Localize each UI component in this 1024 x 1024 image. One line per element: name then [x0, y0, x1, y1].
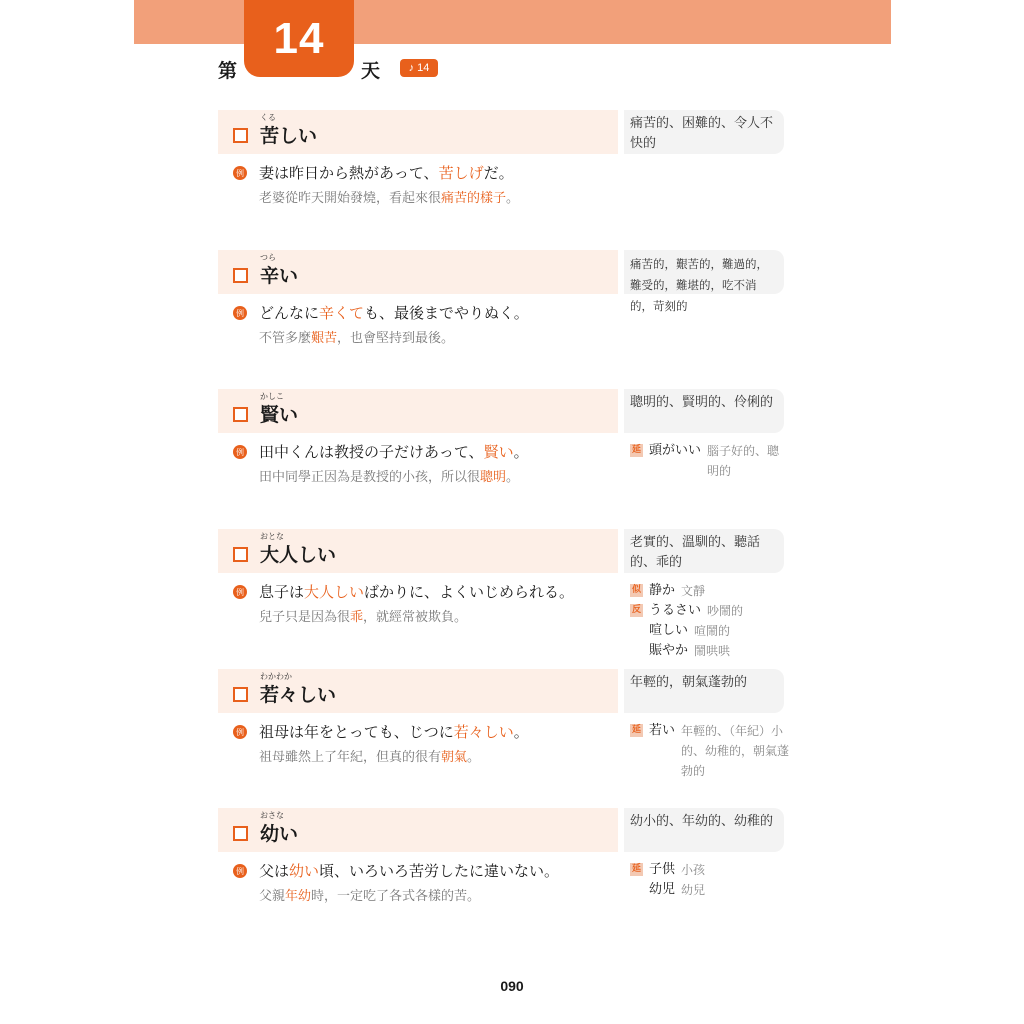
related-tag: 反: [631, 605, 641, 615]
example-japanese: 田中くんは教授の子だけあって、賢い。: [259, 443, 529, 461]
related-item: [630, 581, 790, 601]
example-translation: 祖母雖然上了年紀，但真的很有朝氣。: [259, 750, 481, 765]
furigana: かしこ: [260, 392, 284, 401]
related-words: [630, 581, 790, 661]
headword: 苦しい: [260, 125, 318, 147]
related-word: 幼児: [649, 882, 676, 897]
furigana: つら: [260, 253, 276, 262]
related-tag: 延: [631, 445, 641, 455]
related-gloss: 幼兒: [681, 883, 706, 897]
related-words: [630, 441, 790, 481]
entry-head: [218, 250, 618, 294]
example-translation: 父親年幼時，一定吃了各式各樣的苦。: [259, 889, 481, 904]
page-number: 090: [500, 978, 524, 994]
related-item: [630, 641, 790, 661]
entry-head: [218, 529, 618, 573]
headword: 幼い: [260, 823, 299, 845]
checkbox[interactable]: [233, 128, 248, 143]
meaning: 聰明的、賢明的、伶俐的: [624, 389, 784, 433]
related-word: うるさい: [649, 603, 702, 618]
example-translation: 不管多麼艱苦，也會堅持到最後。: [259, 331, 455, 346]
related-item: [630, 721, 790, 781]
audio-track-badge[interactable]: ♪ 14: [400, 59, 438, 77]
headword: 賢い: [260, 404, 299, 426]
related-gloss: 文靜: [681, 584, 706, 598]
meaning: 幼小的、年幼的、幼稚的: [624, 808, 784, 852]
example-translation: 老婆從昨天開始發燒，看起來很痛苦的樣子。: [259, 191, 520, 206]
example-japanese: 父は幼い頃、いろいろ苦労したに違いない。: [259, 862, 560, 880]
entry-head: [218, 389, 618, 433]
day-prefix: 第: [218, 60, 238, 82]
related-gloss: 喧鬧的: [694, 624, 731, 638]
example-japanese: 息子は大人しいばかりに、よくいじめられる。: [259, 583, 575, 601]
related-word: 静か: [649, 583, 676, 598]
example-marker-icon: 例: [233, 725, 247, 739]
example-marker-icon: 例: [233, 445, 247, 459]
furigana: くる: [260, 113, 276, 122]
example-translation: 兒子只是因為很乖，就經常被欺負。: [259, 610, 468, 625]
related-gloss: 小孩: [681, 863, 706, 877]
example-marker-icon: 例: [233, 585, 247, 599]
related-tag: [630, 883, 643, 896]
meaning: 痛苦的、困難的、令人不快的: [624, 110, 784, 154]
related-tag: 延: [631, 864, 641, 874]
headword: 大人しい: [260, 544, 337, 566]
related-item: [630, 880, 790, 900]
example-japanese: どんなに辛くても、最後までやりぬく。: [259, 304, 529, 322]
related-word: 賑やか: [649, 643, 689, 658]
example-translation: 田中同學正因為是教授的小孩，所以很聰明。: [259, 470, 520, 485]
related-word: 若い: [649, 723, 676, 738]
related-gloss: 年輕的、（年紀）小的、幼稚的，朝氣蓬勃的: [681, 724, 790, 778]
related-item: [630, 860, 790, 880]
example-japanese: 祖母は年をとっても、じつに若々しい。: [259, 723, 529, 741]
example-marker-icon: 例: [233, 864, 247, 878]
example-japanese: 妻は昨日から熱があって、苦しげだ。: [259, 164, 514, 182]
example-marker-icon: 例: [233, 166, 247, 180]
entry-head: [218, 669, 618, 713]
meaning: 痛苦的，艱苦的，難過的，難受的，難堪的，吃不消的，苛刻的: [624, 250, 784, 294]
day-number-tab: 14: [244, 0, 354, 77]
example-marker-icon: 例: [233, 306, 247, 320]
related-words: [630, 860, 790, 900]
entry-head: [218, 110, 618, 154]
related-gloss: 腦子好的、聰明的: [707, 444, 780, 478]
entry-head: [218, 808, 618, 852]
checkbox[interactable]: [233, 407, 248, 422]
checkbox[interactable]: [233, 268, 248, 283]
related-item: [630, 441, 790, 481]
furigana: おさな: [260, 811, 284, 820]
related-tag: 似: [631, 585, 641, 595]
meaning: 老實的、溫馴的、聽話的、乖的: [624, 529, 784, 573]
meaning: 年輕的，朝氣蓬勃的: [624, 669, 784, 713]
furigana: わかわか: [260, 672, 292, 681]
related-word: 子供: [649, 862, 676, 877]
furigana: おとな: [260, 532, 284, 541]
related-word: 頭がいい: [649, 443, 702, 458]
related-tag: [630, 644, 643, 657]
related-item: [630, 601, 790, 621]
checkbox[interactable]: [233, 547, 248, 562]
related-tag: [630, 624, 643, 637]
related-gloss: 鬧哄哄: [694, 644, 731, 658]
related-item: [630, 621, 790, 641]
checkbox[interactable]: [233, 826, 248, 841]
headword: 辛い: [260, 265, 299, 287]
related-gloss: 吵鬧的: [707, 604, 744, 618]
day-suffix: 天: [361, 60, 381, 82]
checkbox[interactable]: [233, 687, 248, 702]
headword: 若々しい: [260, 684, 337, 706]
related-word: 喧しい: [649, 623, 689, 638]
related-tag: 延: [631, 725, 641, 735]
related-words: [630, 721, 790, 781]
